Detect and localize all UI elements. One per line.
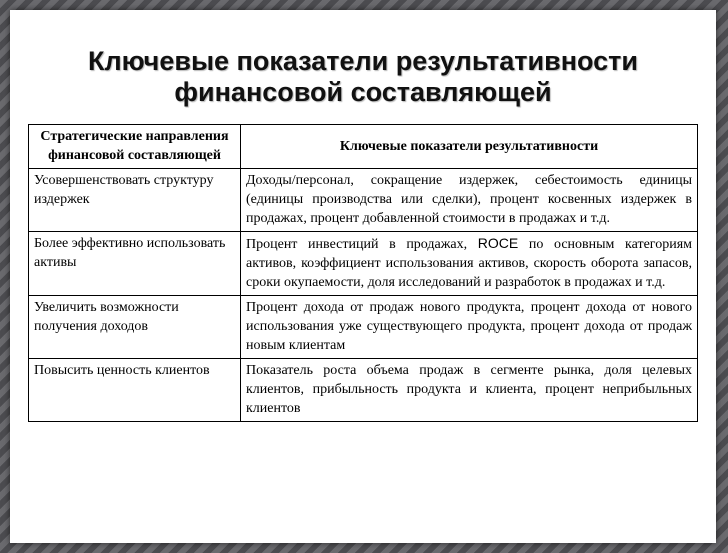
row-indicators: Процент дохода от продаж нового продукта, процент дохода от нового использования уже существующего продукта, процент дохода от продаж новым клиентам	[241, 296, 698, 359]
header-key-indicators: Ключевые показатели результативности	[241, 125, 698, 169]
slide	[10, 10, 716, 543]
table-row	[29, 359, 698, 422]
row-indicators: Показатель роста объема продаж в сегменте рынка, доля целевых клиентов, прибыльность продукта и клиента, процент неприбыльных клиентов	[241, 359, 698, 422]
row-direction: Более эффективно использовать активы	[29, 232, 241, 296]
row-direction: Увеличить возможности получения доходов	[29, 296, 241, 359]
header-strategic-directions: Стратегические направления финансовой составляющей	[29, 125, 241, 169]
row-indicators-part-1: Процент инвестиций в продажах,	[246, 237, 478, 252]
slide-title-line-1: Ключевые показатели результативности	[88, 46, 638, 76]
row-indicators	[241, 232, 698, 296]
roce-term: ROCE	[477, 235, 519, 251]
row-direction: Усовершенствовать структуру издержек	[29, 169, 241, 232]
slide-title-line-2: финансовой составляющей	[174, 77, 552, 107]
row-indicators: Доходы/персонал, сокращение издержек, себестоимость единицы (единицы производства или сделки), процент косвенных издержек в продажах, процент добавленной стоимости в продажах и т.д.	[241, 169, 698, 232]
table-row	[29, 169, 698, 232]
table-header-row	[29, 125, 698, 169]
table-row	[29, 296, 698, 359]
kpi-table	[28, 124, 698, 422]
row-direction: Повысить ценность клиентов	[29, 359, 241, 422]
row-indicators-part-2: по основным категориям активов, коэффициент использования активов, скорость оборота запасов, сроки окупаемости, доля исследований и разработок в продажах и т.д.	[246, 237, 692, 290]
table-row	[29, 232, 698, 296]
slide-title	[10, 46, 716, 108]
